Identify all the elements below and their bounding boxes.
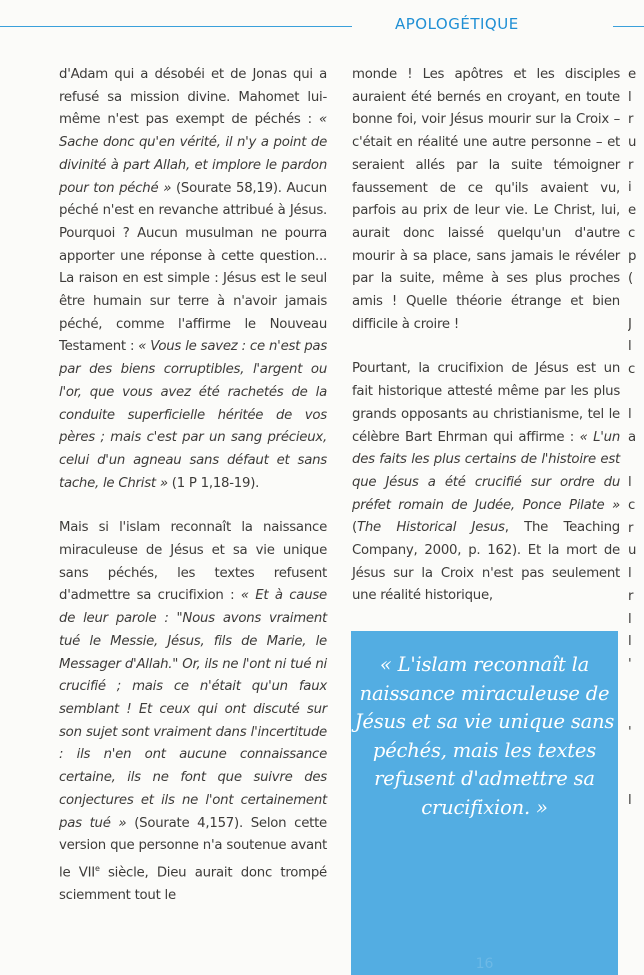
quran-quote: « Et à cause de leur parole : "Nous avons vraiment tué le Messie, Jésus, fils de Marie, le Messager d'Allah." Or, ils ne l'ont ni tué ni crucifié ; mais ce n'était qu'un faux semblant ! Et ceux qui ont discuté sur son sujet sont vraiment dans l'incertitude : ils n'en ont aucune connaissance certaine, ils ne font que suivre des conjectures et ils ne l'ont certainement pas tué » [59,588,327,831]
column3-line-fragment: c [628,361,636,377]
paragraph [352,358,620,608]
section-title: APOLOGÉTIQUE [395,15,519,33]
column3-line-fragment: e [628,203,637,219]
page-number: 16 [475,956,494,972]
text-run: siècle, Dieu aurait donc trompé sciemment tout le [59,865,327,904]
column3-line-fragment: l [628,89,632,105]
column3-line-fragment: a [628,430,637,445]
column3-line-fragment: r [628,112,634,128]
pull-quote: « L'islam reconnaît la naissance miraculeuse de Jésus et sa vie unique sans péchés, mais les textes refusent d'admettre sa crucifixion. » [354,653,615,819]
column3-line-fragment: ( [628,271,634,287]
text-run: (1 P 1,18-19). [167,475,260,491]
text-column-2 [352,64,620,630]
column3-line-fragment [628,291,644,314]
text-run: ( [352,520,357,536]
text-column-3-fragment [628,64,644,813]
column3-line-fragment [628,745,644,768]
column3-line-fragment [628,450,644,473]
superscript: e [94,863,100,873]
header-rule-right [613,26,644,27]
text-column-1 [59,64,327,930]
text-run: Mais si l'islam reconnaît la naissance miraculeuse de Jésus et sa vie unique sans péchés, les textes refusent d'admettre sa crucifixion : [59,520,327,604]
paragraph [59,517,327,907]
text-run: Pourtant, la crucifixion de Jésus est un fait historique attesté même par les plus grands opposants au christianisme, tel le célèbre Bart Ehrman qui affirme : [352,361,620,445]
quran-quote: « Sache donc qu'en vérité, il n'y a point de divinité à part Allah, et implore le pardon pour ton péché » [59,112,327,196]
column3-line-fragment: l [628,611,632,627]
paragraph [59,64,327,495]
column3-line-fragment: e [628,67,637,82]
text-run: d'Adam qui a désobéi et de Jonas qui a refusé sa mission divine. Mahomet lui-même n'est pas exempt de péchés : [59,67,327,128]
column3-line-fragment: l [628,566,632,582]
column3-line-fragment: r [628,588,634,604]
column3-line-fragment [628,677,644,700]
column3-line-fragment: i [628,180,632,196]
column3-line-fragment: p [628,248,637,264]
paragraph: monde ! Les apôtres et les disciples auraient été bernés en croyant, en toute bonne foi, voir Jésus mourir sur la Croix – c'était en réalité une autre personne – et seraient allés par la suite témoigner faussement de ce qu'ils avaient vu, parfois au prix de leur vie. Le Christ, lui, aurait donc laissé quelqu'un d'autre mourir à sa place, sans jamais le révéler par la suite, même à ses plus proches amis ! Quelle théorie étrange et bien difficile à croire ! [352,67,620,332]
column3-line-fragment: u [628,135,637,151]
column3-line-fragment [628,382,644,405]
text-run: (Sourate 58,19). Aucun péché n'est en revanche attribué à Jésus. Pourquoi ? Aucun musulman ne pourra apporter une réponse à cette question... La raison en est simple : Jésus est le seul être humain sur terre à n'avoir jamais péché, comme l'affirme le Nouveau Testament : [59,180,327,355]
column3-line-fragment: l [628,634,632,650]
text-run: , The Teaching Company, 2000, p. 162). Et la mort de Jésus sur la Croix n'est pas seulement une réalité historique, [352,520,620,604]
column3-line-fragment [628,699,644,722]
column3-line-fragment: u [628,543,637,559]
column3-line-fragment: l [628,407,632,423]
column3-line-fragment: ' [628,724,632,740]
header-rule-left [0,26,352,27]
bible-quote: « Vous le savez : ce n'est pas par des biens corruptibles, l'argent ou l'or, que vous avez été rachetés de la conduite superficielle héritée de vos pères ; mais c'est par un sang précieux, celui d'un agneau sans défaut et sans tache, le Christ » [59,339,327,491]
column3-line-fragment [628,767,644,790]
column3-line-fragment: r [628,157,634,173]
book-title: The Historical Jesus [356,520,505,536]
column3-line-fragment: c [628,225,636,241]
text-run: (Sourate 4,157). Selon cette version que personne n'a soutenue avant le VII [59,815,327,881]
pull-quote-box [351,631,618,975]
column3-line-fragment: c [628,498,636,514]
column3-line-fragment: ' [628,656,632,672]
column3-line-fragment: J [628,316,632,332]
column3-line-fragment: r [628,520,634,536]
column3-line-fragment: l [628,475,632,491]
column3-line-fragment: l [628,793,632,808]
ehrman-quote: « L'un des faits les plus certains de l'histoire est que Jésus a été crucifié sur ordre du préfet romain de Judée, Ponce Pilate » [352,429,620,513]
column3-line-fragment: l [628,339,632,355]
